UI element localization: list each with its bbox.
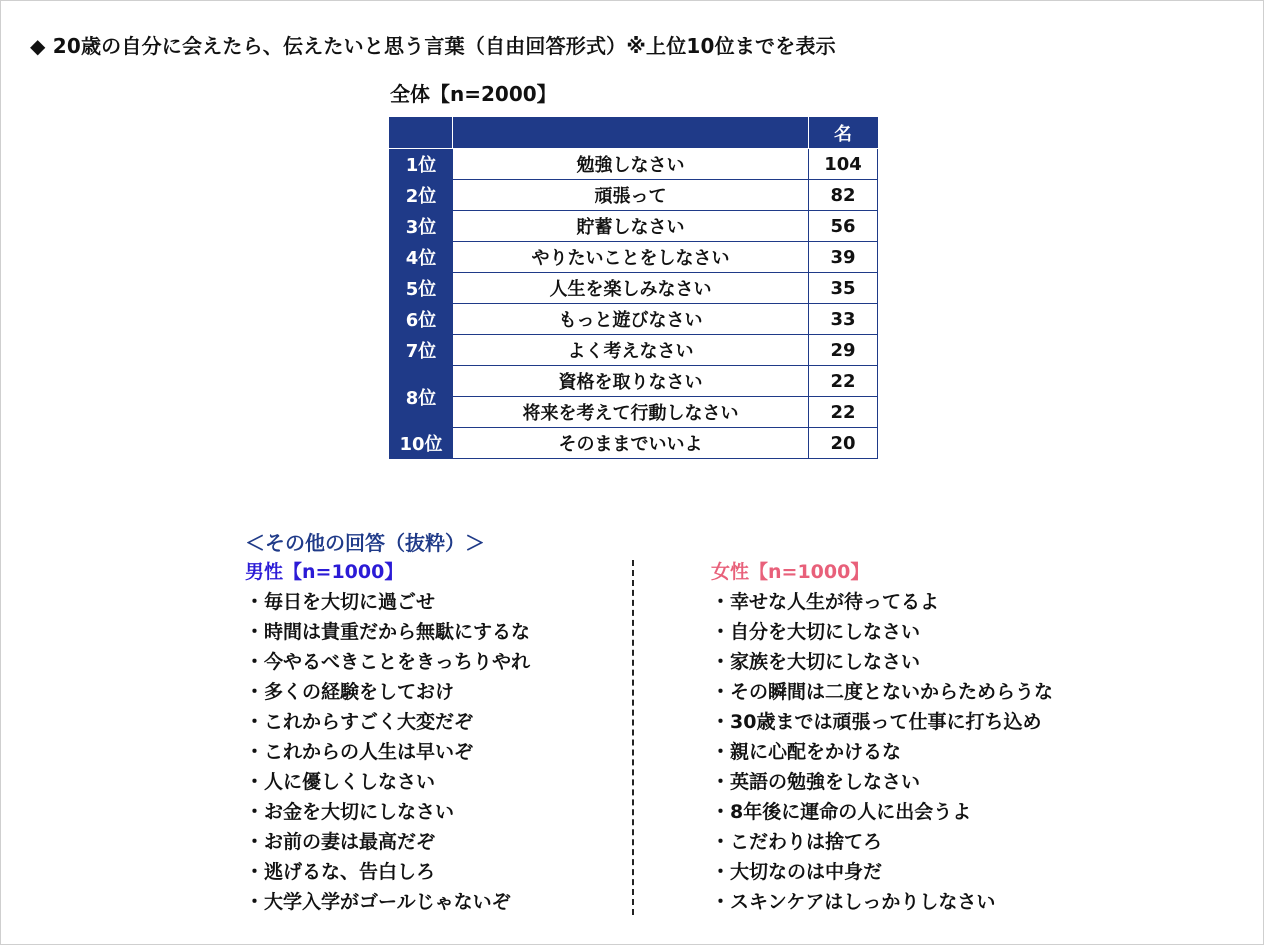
table-row	[390, 304, 878, 335]
list-item: ・その瞬間は二度とないからためらうな	[711, 681, 1054, 703]
rank-cell: 8位	[390, 366, 453, 428]
rank-cell: 4位	[390, 242, 453, 273]
list-item: ・こだわりは捨てろ	[711, 831, 883, 853]
table-row	[390, 242, 878, 273]
count-cell: 104	[809, 149, 878, 180]
item-cell: 勉強しなさい	[453, 149, 809, 180]
count-cell: 39	[809, 242, 878, 273]
column-divider	[632, 560, 634, 915]
list-item: ・逃げるな、告白しろ	[245, 861, 436, 883]
list-item: ・幸せな人生が待ってるよ	[711, 591, 940, 613]
count-cell: 20	[809, 428, 878, 459]
list-item: ・自分を大切にしなさい	[711, 621, 921, 643]
page-title: ◆ 20歳の自分に会えたら、伝えたいと思う言葉（自由回答形式）※上位10位までを表示	[30, 34, 836, 58]
list-item: ・お金を大切にしなさい	[245, 801, 455, 823]
list-item: ・人に優しくしなさい	[245, 771, 436, 793]
list-item: ・これからの人生は早いぞ	[245, 741, 474, 763]
list-item: ・英語の勉強をしなさい	[711, 771, 921, 793]
rank-cell: 7位	[390, 335, 453, 366]
rank-cell: 1位	[390, 149, 453, 180]
count-cell: 22	[809, 366, 878, 397]
male-answers-list	[245, 587, 530, 917]
list-item: ・今やるべきことをきっちりやれ	[245, 651, 531, 673]
item-cell: そのままでいいよ	[453, 428, 809, 459]
female-heading: 女性【n=1000】	[711, 561, 870, 583]
table-row	[390, 335, 878, 366]
table-row	[390, 366, 878, 397]
rank-cell: 5位	[390, 273, 453, 304]
table-row	[390, 211, 878, 242]
rank-cell: 3位	[390, 211, 453, 242]
list-item: ・お前の妻は最高だぞ	[245, 831, 436, 853]
table-row	[390, 180, 878, 211]
table-subtitle: 全体【n=2000】	[390, 82, 557, 106]
item-cell: よく考えなさい	[453, 335, 809, 366]
male-heading: 男性【n=1000】	[245, 561, 404, 583]
table-row	[390, 397, 878, 428]
list-item: ・時間は貴重だから無駄にするな	[245, 621, 531, 643]
item-cell: 頑張って	[453, 180, 809, 211]
header-item-cell	[453, 118, 809, 149]
item-cell: 貯蓄しなさい	[453, 211, 809, 242]
item-cell: 将来を考えて行動しなさい	[453, 397, 809, 428]
header-count-cell: 名	[809, 118, 878, 149]
list-item: ・多くの経験をしておけ	[245, 681, 455, 703]
female-answers-column	[711, 557, 1053, 917]
female-answers-list	[711, 587, 1053, 917]
rank-cell: 6位	[390, 304, 453, 335]
table-header-row	[390, 118, 878, 149]
list-item: ・毎日を大切に過ごせ	[245, 591, 436, 613]
ranking-table	[389, 117, 878, 459]
item-cell: 人生を楽しみなさい	[453, 273, 809, 304]
rank-cell: 2位	[390, 180, 453, 211]
list-item: ・親に心配をかけるな	[711, 741, 902, 763]
table-row	[390, 273, 878, 304]
count-cell: 22	[809, 397, 878, 428]
list-item: ・スキンケアはしっかりしなさい	[711, 891, 996, 913]
list-item: ・大切なのは中身だ	[711, 861, 883, 883]
male-answers-column	[245, 557, 530, 917]
rank-cell: 10位	[390, 428, 453, 459]
count-cell: 29	[809, 335, 878, 366]
item-cell: 資格を取りなさい	[453, 366, 809, 397]
count-cell: 35	[809, 273, 878, 304]
count-cell: 56	[809, 211, 878, 242]
table-row	[390, 149, 878, 180]
item-cell: やりたいことをしなさい	[453, 242, 809, 273]
item-cell: もっと遊びなさい	[453, 304, 809, 335]
list-item: ・家族を大切にしなさい	[711, 651, 921, 673]
list-item: ・これからすごく大変だぞ	[245, 711, 474, 733]
count-cell: 82	[809, 180, 878, 211]
header-rank-cell	[390, 118, 453, 149]
list-item: ・大学入学がゴールじゃないぞ	[245, 891, 511, 913]
count-cell: 33	[809, 304, 878, 335]
table-row	[390, 428, 878, 459]
other-answers-heading: ＜その他の回答（抜粋）＞	[245, 531, 485, 555]
list-item: ・8年後に運命の人に出会うよ	[711, 801, 972, 823]
list-item: ・30歳までは頑張って仕事に打ち込め	[711, 711, 1042, 733]
